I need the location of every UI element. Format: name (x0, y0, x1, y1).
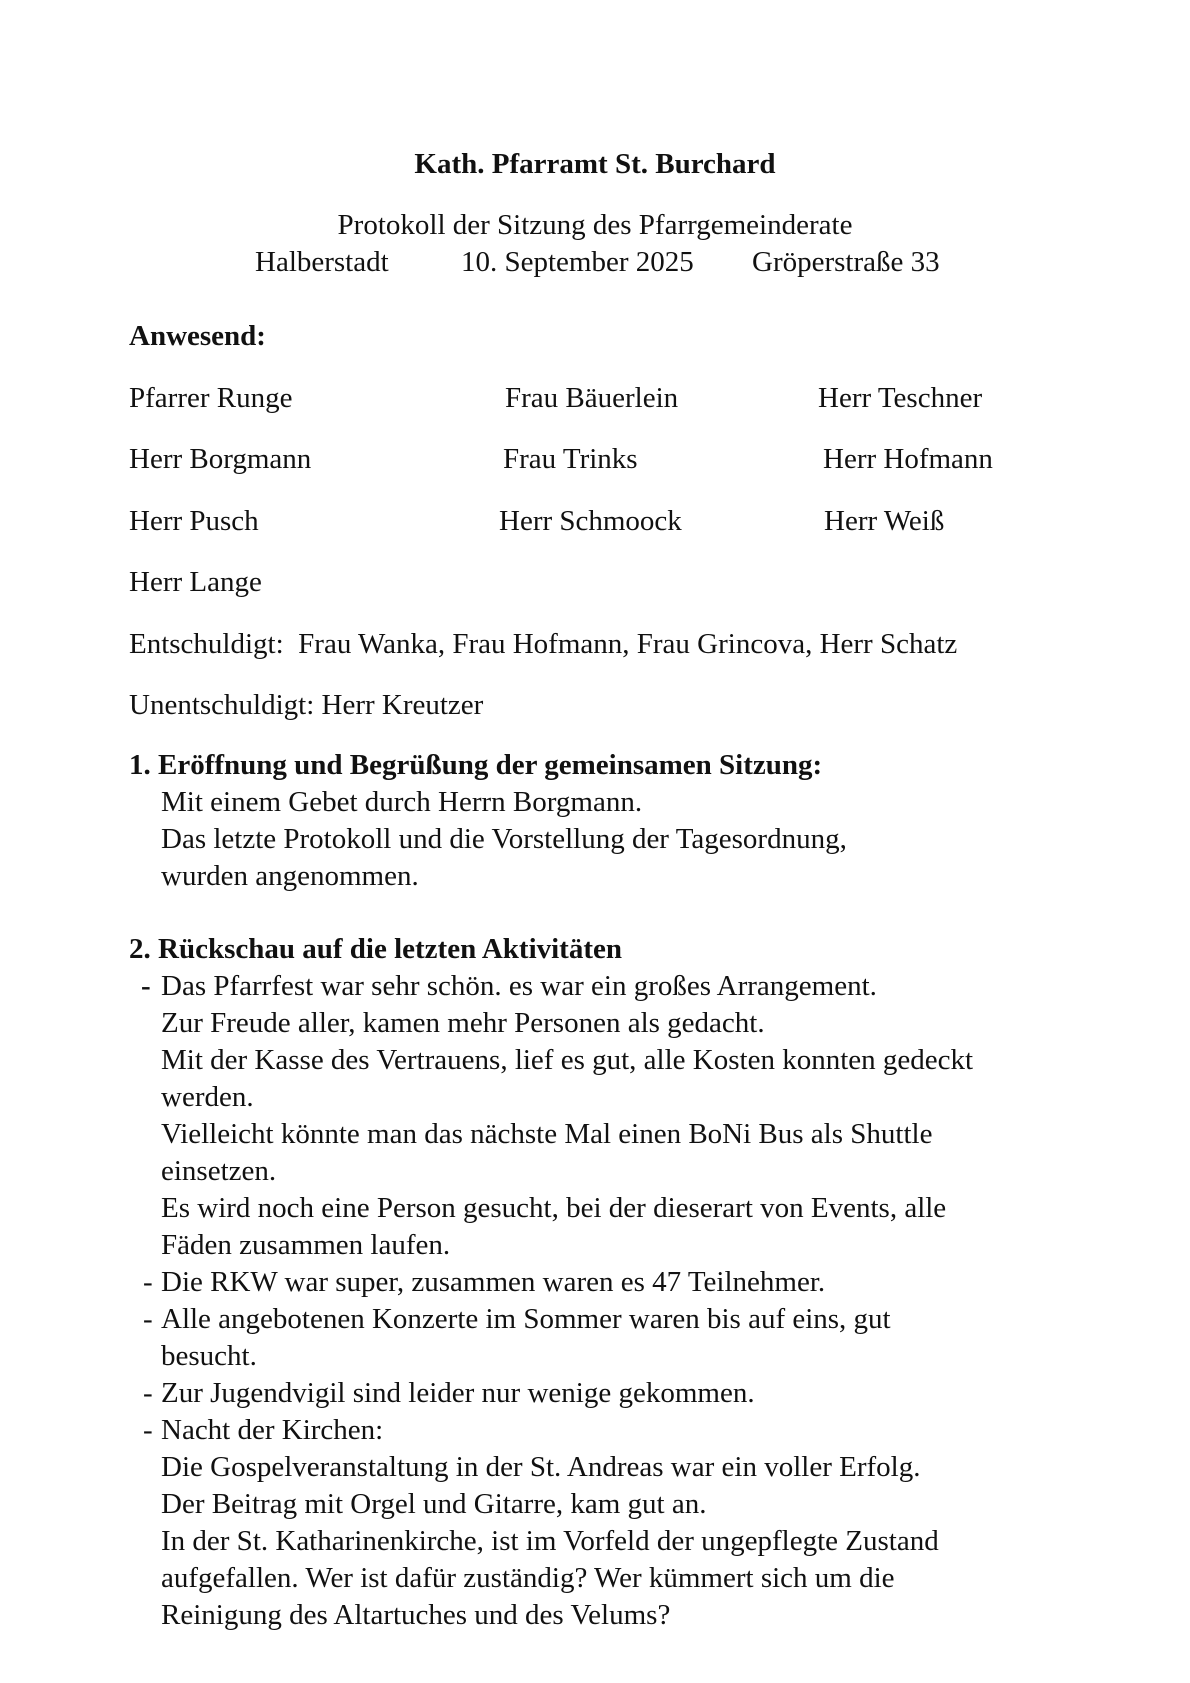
attendee: Herr Pusch (129, 505, 259, 537)
attendee: Herr Teschner (818, 382, 983, 414)
section-2-line: Das Pfarrfest war sehr schön. es war ein großes Arrangement. (161, 970, 877, 1002)
section-2-line: Der Beitrag mit Orgel und Gitarre, kam gut an. (161, 1488, 707, 1520)
attendance-heading: Anwesend: (129, 320, 266, 352)
section-2-line: In der St. Katharinenkirche, ist im Vorfeld der ungepflegte Zustand (161, 1525, 939, 1557)
attendee: Frau Bäuerlein (505, 382, 679, 414)
section-1-heading: 1. Eröffnung und Begrüßung der gemeinsamen Sitzung: (129, 749, 823, 781)
section-2-line: werden. (161, 1081, 254, 1113)
section-2-line: Fäden zusammen laufen. (161, 1229, 451, 1261)
office-title: Kath. Pfarramt St. Burchard (414, 148, 776, 180)
meeting-city: Halberstadt (255, 246, 389, 278)
section-2-line: einsetzen. (161, 1155, 277, 1187)
bullet-dash: - (143, 1303, 153, 1335)
attendee: Herr Borgmann (129, 443, 312, 475)
attendee: Frau Trinks (503, 443, 638, 475)
section-2-line: besucht. (161, 1340, 257, 1372)
attendee: Herr Weiß (824, 505, 945, 537)
document-subtitle: Protokoll der Sitzung des Pfarrgemeinderate (337, 209, 853, 241)
section-2-heading: 2. Rückschau auf die letzten Aktivitäten (129, 933, 622, 965)
section-2-line: Es wird noch eine Person gesucht, bei der dieserart von Events, alle (161, 1192, 947, 1224)
section-2-line: Die RKW war super, zusammen waren es 47 Teilnehmer. (161, 1266, 826, 1298)
attendee: Herr Lange (129, 566, 262, 598)
unexcused-list: Unentschuldigt: Herr Kreutzer (129, 689, 484, 721)
section-2-line: Die Gospelveranstaltung in der St. Andreas war ein voller Erfolg. (161, 1451, 921, 1483)
section-2-line: Reinigung des Altartuches und des Velums? (161, 1599, 671, 1631)
section-1-line: Das letzte Protokoll und die Vorstellung der Tagesordnung, (161, 823, 847, 855)
attendee: Herr Hofmann (823, 443, 993, 475)
section-1-line: wurden angenommen. (161, 860, 419, 892)
excused-list: Entschuldigt: Frau Wanka, Frau Hofmann, Frau Grincova, Herr Schatz (129, 628, 958, 660)
bullet-dash: - (141, 970, 151, 1002)
section-2-line: Mit der Kasse des Vertrauens, lief es gut, alle Kosten konnten gedeckt (161, 1044, 974, 1076)
bullet-dash: - (143, 1266, 153, 1298)
section-1-line: Mit einem Gebet durch Herrn Borgmann. (161, 786, 643, 818)
section-2-line: Vielleicht könnte man das nächste Mal einen BoNi Bus als Shuttle (161, 1118, 933, 1150)
attendee: Pfarrer Runge (129, 382, 293, 414)
meeting-date: 10. September 2025 (461, 246, 694, 278)
section-2-line: Zur Jugendvigil sind leider nur wenige gekommen. (161, 1377, 755, 1409)
section-2-line: aufgefallen. Wer ist dafür zuständig? Wer kümmert sich um die (161, 1562, 895, 1594)
section-2-line: Nacht der Kirchen: (161, 1414, 384, 1446)
section-2-line: Zur Freude aller, kamen mehr Personen als gedacht. (161, 1007, 765, 1039)
bullet-dash: - (143, 1414, 153, 1446)
meeting-address: Gröperstraße 33 (752, 246, 940, 278)
section-2-line: Alle angebotenen Konzerte im Sommer waren bis auf eins, gut (161, 1303, 891, 1335)
attendee: Herr Schmoock (499, 505, 682, 537)
bullet-dash: - (143, 1377, 153, 1409)
